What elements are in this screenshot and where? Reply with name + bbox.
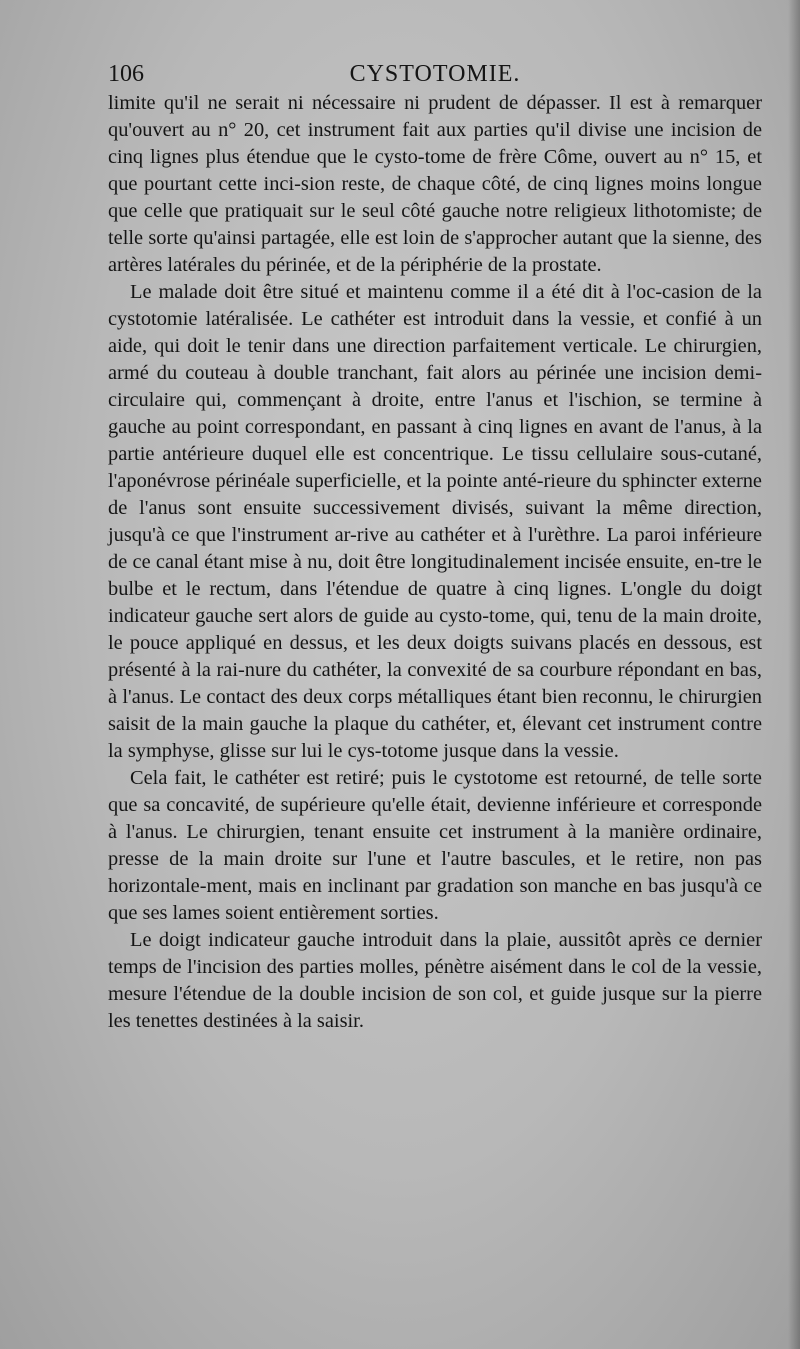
paragraph-1: limite qu'il ne serait ni nécessaire ni prudent de dépasser. Il est à remarquer qu'ouvert au n° 20, cet instrument fait aux parties qu'il divise une incision de cinq lignes plus étendue que le cysto-tome de frère Côme, ouvert au n° 15, et que pourtant cette inci-sion reste, de chaque côté, de cinq lignes moins longue que celle que pratiquait sur le seul côté gauche notre religieux lithotomiste; de telle sorte qu'ainsi partagée, elle est loin de s'approcher autant que la sienne, des artères latérales du périnée, et de la périphérie de la prostate.: [108, 92, 762, 276]
paragraph-3: Cela fait, le cathéter est retiré; puis le cystotome est retourné, de telle sorte que sa concavité, de supérieure qu'elle était, devienne inférieure et corresponde à l'anus. Le chirurgien, tenant ensuite cet instrument à la manière ordinaire, presse de la main droite sur l'une et l'autre bascules, et le retire, non pas horizontale-ment, mais en inclinant par gradation son manche en bas jusqu'à ce que ses lames soient entièrement sorties.: [108, 767, 762, 924]
page-edge-shadow: [788, 0, 800, 1349]
paragraph-4: Le doigt indicateur gauche introduit dans la plaie, aussitôt après ce dernier temps de l'incision des parties molles, pénètre aisément dans le col de la vessie, mesure l'étendue de la double incision de son col, et guide jusque sur la pierre les tenettes destinées à la saisir.: [108, 929, 762, 1032]
page-header: [108, 58, 762, 90]
paragraph-2: Le malade doit être situé et maintenu comme il a été dit à l'oc-casion de la cystotomie latéralisée. Le cathéter est introduit dans la vessie, et confié à un aide, qui doit le tenir dans une direction parfaitement verticale. Le chirurgien, armé du couteau à double tranchant, fait alors au périnée une incision demi-circulaire qui, commençant à droite, entre l'anus et l'ischion, se termine à gauche au point correspondant, en passant à cinq lignes en avant de l'anus, à la partie antérieure duquel elle est concentrique. Le tissu cellulaire sous-cutané, l'aponévrose périnéale superficielle, et la pointe anté-rieure du sphincter externe de l'anus sont ensuite successivement divisés, suivant la même direction, jusqu'à ce que l'instrument ar-rive au cathéter et à l'urèthre. La paroi inférieure de ce canal étant mise à nu, doit être longitudinalement incisée ensuite, en-tre le bulbe et le rectum, dans l'étendue de quatre à cinq lignes. L'ongle du doigt indicateur gauche sert alors de guide au cysto-tome, qui, tenu de la main droite, le pouce appliqué en dessus, et les deux doigts suivans placés en dessous, est présenté à la rai-nure du cathéter, la convexité de sa courbure répondant en bas, à l'anus. Le contact des deux corps métalliques étant bien reconnu, le chirurgien saisit de la main gauche la plaque du cathéter, et, élevant cet instrument contre la symphyse, glisse sur lui le cys-totome jusque dans la vessie.: [108, 281, 762, 762]
running-title: CYSTOTOMIE.: [349, 61, 521, 87]
body-text: [108, 90, 762, 1035]
page-number: 106: [108, 61, 144, 87]
